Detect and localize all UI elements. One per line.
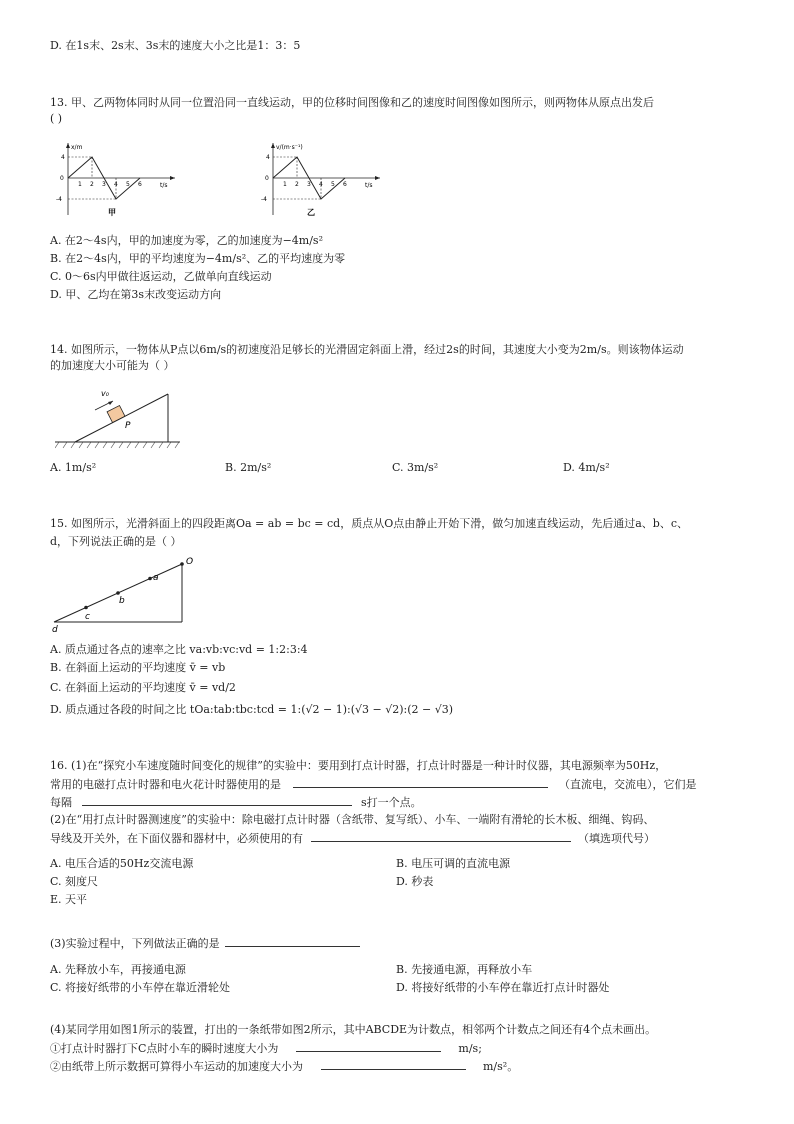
jia-xtick-6: 6 [138, 181, 142, 188]
q15-incline-figure [50, 556, 210, 636]
yi-xtick-3: 3 [307, 181, 311, 188]
q15-label-o: O [186, 557, 194, 567]
jia-ylabel: x/m [71, 144, 83, 151]
q16-part1-b [50, 776, 697, 793]
q14-option-b: B. 2m/s² [225, 461, 272, 474]
q15-stem: 15. 如图所示，光滑斜面上的四段距离Oa = ab = bc = cd，质点从O点由静止开始下滑，做匀加速直线运动，先后通过a、b、c、 [50, 517, 688, 530]
q15-option-b: B. 在斜面上运动的平均速度 v̄ = vb [50, 661, 226, 674]
q16-part1-b-pre: 常用的电磁打点计时器和电火花计时器使用的是 [50, 778, 281, 791]
q16-part1-b-post: （直流电，交流电），它们是 [559, 778, 697, 791]
q13-option-a: A. 在2～4s内，甲的加速度为零，乙的加速度为−4m/s² [50, 234, 323, 247]
yi-ytick-neg4: -4 [261, 196, 267, 203]
q14-option-c: C. 3m/s² [392, 461, 439, 474]
jia-origin: 0 [60, 175, 64, 182]
q16-part1-a: 16. (1)在“探究小车速度随时间变化的规律”的实验中：要用到打点计时器，打点计时器是一种计时仪器，其电源频率为50Hz， [50, 759, 667, 772]
q16-blank-interval[interactable] [82, 794, 352, 806]
q16-blank-equipment[interactable] [311, 830, 571, 842]
jia-caption: 甲 [108, 208, 116, 217]
q16-p3-option-c: C. 将接好纸带的小车停在靠近滑轮处 [50, 981, 231, 994]
q16-p3-option-b: B. 先接通电源，再释放小车 [396, 963, 533, 976]
yi-caption: 乙 [307, 208, 315, 217]
jia-xtick-4: 4 [114, 181, 118, 188]
q15-label-d: d [52, 625, 58, 635]
q15-option-a: A. 质点通过各点的速率之比 va:vb:vc:vd = 1:2:3:4 [50, 643, 308, 656]
q16-p3-option-a: A. 先释放小车，再接通电源 [50, 963, 186, 976]
q16-part4: (4)某同学用如图1所示的装置，打出的一条纸带如图2所示，其中ABCDE为计数点，相邻两个计数点之间还有4个点未画出。 [50, 1023, 657, 1036]
q13-option-d: D. 甲、乙均在第3s末改变运动方向 [50, 288, 222, 301]
jia-xtick-1: 1 [78, 181, 82, 188]
q16-part4-a-pre: ①打点计时器打下C点时小车的瞬时速度大小为 [50, 1042, 279, 1055]
q16-p2-option-e: E. 天平 [50, 893, 88, 906]
q14-stem-2: 的加速度大小可能为（ ） [50, 359, 175, 372]
q14-v0-label: v₀ [101, 389, 109, 398]
yi-ytick-4: 4 [266, 154, 270, 161]
q16-blank-current-type[interactable] [293, 776, 548, 788]
yi-xtick-2: 2 [295, 181, 299, 188]
jia-xtick-3: 3 [102, 181, 106, 188]
q16-part2-a: (2)在“用打点计时器测速度”的实验中：除电磁打点计时器（含纸带、复写纸）、小车、一端附有滑轮的长木板、细绳、钩码、 [50, 813, 655, 826]
q16-part4-b-post: m/s²。 [483, 1060, 519, 1073]
jia-xtick-2: 2 [90, 181, 94, 188]
q16-part4-a-post: m/s; [458, 1042, 482, 1055]
q13-graph-jia [50, 140, 180, 220]
q12-option-d: D. 在1s末、2s末、3s末的速度大小之比是1：3：5 [50, 39, 301, 52]
yi-xtick-4: 4 [319, 181, 323, 188]
q13-option-b: B. 在2～4s内，甲的平均速度为−4m/s²、乙的平均速度为零 [50, 252, 346, 265]
q13-paren: ( ) [50, 112, 63, 125]
q13-option-c: C. 0～6s内甲做往返运动，乙做单向直线运动 [50, 270, 272, 283]
q16-part2-b-post: （填选项代号） [578, 832, 655, 845]
q16-p2-option-c: C. 刻度尺 [50, 875, 99, 888]
q14-option-a: A. 1m/s² [50, 461, 97, 474]
q16-part2-b [50, 830, 655, 847]
jia-xtick-5: 5 [126, 181, 130, 188]
yi-xlabel: t/s [365, 182, 373, 189]
q14-stem: 14. 如图所示，一物体从P点以6m/s的初速度沿足够长的光滑固定斜面上滑，经过2s的时间，其速度大小变为2m/s。则该物体运动 [50, 343, 684, 356]
q16-part1-c-post: s打一个点。 [361, 796, 422, 809]
q16-p2-option-a: A. 电压合适的50Hz交流电源 [50, 857, 194, 870]
q16-part3-text: (3)实验过程中，下列做法正确的是 [50, 937, 220, 950]
yi-origin: 0 [265, 175, 269, 182]
q16-part2-b-pre: 导线及开关外，在下面仪器和器材中，必须使用的有 [50, 832, 303, 845]
q16-part1-c [50, 794, 422, 811]
yi-ylabel: v/(m·s⁻¹) [276, 144, 303, 151]
jia-xlabel: t/s [160, 182, 168, 189]
q16-part4-b [50, 1058, 518, 1075]
q15-label-b: b [119, 596, 125, 606]
q15-stem-2: d，下列说法正确的是（ ） [50, 535, 182, 548]
q16-p2-option-d: D. 秒表 [396, 875, 434, 888]
q15-option-d: D. 质点通过各段的时间之比 tOa:tab:tbc:tcd = 1:(√2 − 1):(√3 − √2):(2 − √3) [50, 703, 454, 716]
yi-xtick-1: 1 [283, 181, 287, 188]
q16-p2-option-b: B. 电压可调的直流电源 [396, 857, 511, 870]
q16-part4-b-pre: ②由纸带上所示数据可算得小车运动的加速度大小为 [50, 1060, 303, 1073]
q15-label-a: a [153, 573, 159, 583]
q14-incline-figure [55, 380, 185, 452]
q16-p3-option-d: D. 将接好纸带的小车停在靠近打点计时器处 [396, 981, 610, 994]
jia-ytick-neg4: -4 [56, 196, 62, 203]
q16-blank-acceleration[interactable] [321, 1058, 466, 1070]
q15-label-c: c [85, 612, 90, 622]
yi-xtick-6: 6 [343, 181, 347, 188]
jia-ytick-4: 4 [61, 154, 65, 161]
q13-graph-yi [255, 140, 385, 220]
yi-xtick-5: 5 [331, 181, 335, 188]
q16-part4-a [50, 1040, 482, 1057]
q13-stem: 13. 甲、乙两物体同时从同一位置沿同一直线运动，甲的位移时间图像和乙的速度时间图像如图所示，则两物体从原点出发后 [50, 96, 654, 109]
q16-blank-procedure[interactable] [225, 935, 360, 947]
q14-p-label: P [125, 421, 131, 431]
q15-option-c: C. 在斜面上运动的平均速度 v̄ = vd/2 [50, 681, 236, 694]
q16-part3 [50, 935, 360, 952]
q14-option-d: D. 4m/s² [563, 461, 610, 474]
q16-part1-c-pre: 每隔 [50, 796, 72, 809]
q16-blank-velocity-c[interactable] [296, 1040, 441, 1052]
